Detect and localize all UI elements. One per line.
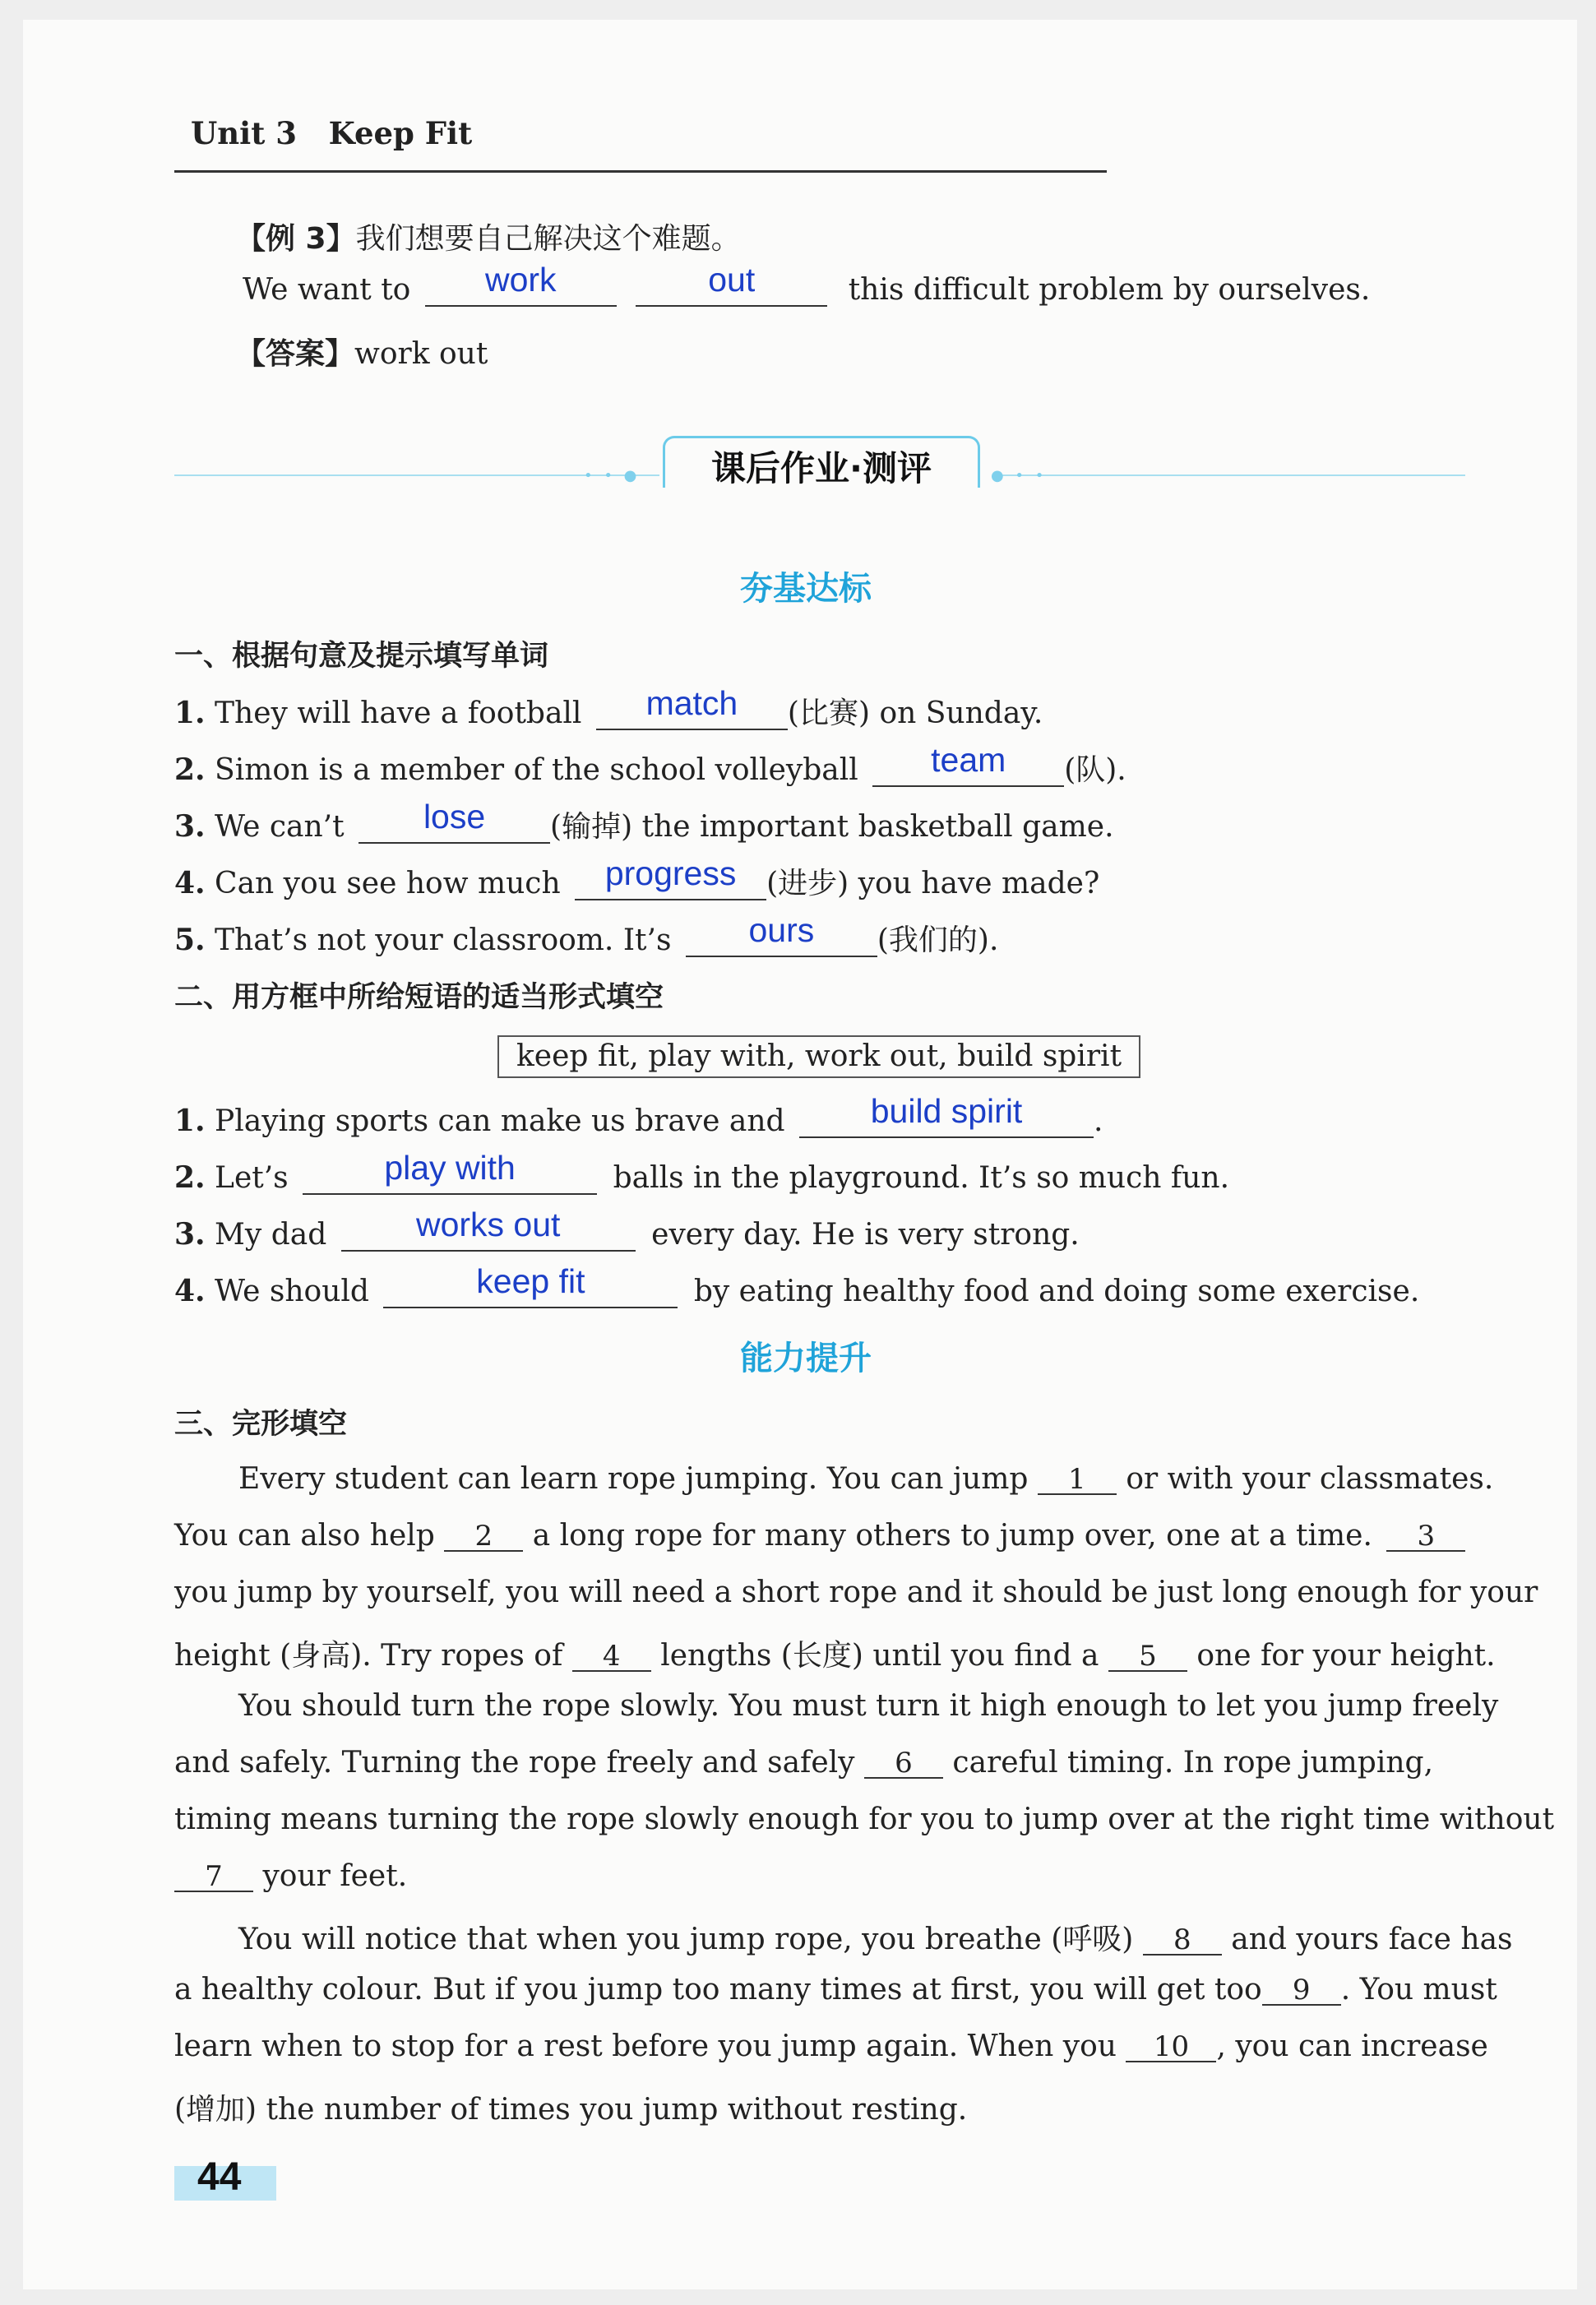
unit-header: [191, 115, 472, 151]
cloze-blank-5[interactable]: 5: [1108, 1642, 1187, 1672]
part1-item-5: [174, 911, 999, 959]
cloze-text: timing means turning the rope slowly enough for you to jump over at the right time without: [174, 1803, 1555, 1836]
cloze-text: . You must: [1340, 1973, 1497, 2006]
item-number: 2.: [174, 1160, 206, 1195]
item-before: We can’t: [215, 810, 345, 844]
part2-blank-4[interactable]: [383, 1262, 678, 1308]
cloze-text: one for your height.: [1196, 1639, 1496, 1673]
cloze-text: learn when to stop for a rest before you jump again. When you: [174, 2030, 1117, 2063]
item-before: They will have a football: [215, 697, 582, 730]
part1-blank-3[interactable]: [359, 798, 550, 844]
banner-title: 课后作业·测评: [711, 448, 932, 488]
cloze-text: height (身高). Try ropes of: [174, 1639, 563, 1673]
item-after: every day. He is very strong.: [651, 1218, 1080, 1252]
cloze-line-8: [174, 1859, 407, 1893]
item-number: 1.: [174, 696, 206, 730]
page-number: 44: [197, 2155, 242, 2199]
answer-label: 【答案】: [236, 337, 355, 371]
item-after: (队).: [1064, 753, 1126, 787]
cloze-text: and safely. Turning the rope freely and safely: [174, 1746, 855, 1780]
example-answer-1: work: [484, 261, 557, 299]
item-before: Let’s: [215, 1161, 289, 1195]
part1-answer-3: lose: [423, 798, 486, 835]
part2-answer-1: build spirit: [870, 1092, 1023, 1130]
example-sentence: 我们想要自己解决这个难题。: [355, 222, 741, 256]
item-before: Can you see how much: [215, 867, 561, 900]
cloze-text: (增加) the number of times you jump without resting.: [174, 2093, 968, 2127]
example-blank-2[interactable]: [636, 261, 827, 307]
cloze-line-3: [174, 1576, 1538, 1609]
cloze-text: lengths (长度) until you find a: [660, 1639, 1099, 1673]
banner-dots-right: ● • •: [991, 467, 1048, 484]
cloze-blank-6[interactable]: 6: [864, 1749, 943, 1779]
cloze-line-7: [174, 1803, 1554, 1836]
item-number: 5.: [174, 923, 206, 957]
part2-heading: 二、用方框中所给短语的适当形式填空: [174, 981, 664, 1014]
part2-answer-3: works out: [415, 1206, 561, 1243]
part1-blank-1[interactable]: [596, 684, 788, 730]
item-before: Playing sports can make us brave and: [215, 1104, 785, 1138]
banner-line-right: [995, 474, 1465, 476]
cloze-line-4: [174, 1632, 1496, 1674]
part1-item-3: [174, 798, 1114, 845]
part2-answer-2: play with: [384, 1149, 516, 1187]
cloze-text: You will notice that when you jump rope, you breathe (呼吸): [238, 1923, 1134, 1956]
example-chinese: [236, 215, 741, 257]
example-label: 【例 3】: [236, 222, 356, 256]
item-number: 2.: [174, 752, 206, 787]
item-number: 1.: [174, 1104, 206, 1138]
part1-heading: 一、根据句意及提示填写单词: [174, 640, 549, 673]
cloze-blank-3[interactable]: 3: [1386, 1522, 1465, 1552]
part1-answer-5: ours: [748, 911, 815, 949]
cloze-text: you jump by yourself, you will need a short rope and it should be just long enough for your: [174, 1576, 1538, 1609]
cloze-line-9: [238, 1916, 1513, 1958]
item-number: 3.: [174, 1217, 206, 1252]
part2-blank-1[interactable]: [799, 1092, 1094, 1138]
item-number: 4.: [174, 866, 206, 900]
cloze-text: or with your classmates.: [1126, 1462, 1494, 1496]
item-before: Simon is a member of the school volleyball: [215, 753, 858, 787]
cloze-text: a long rope for many others to jump over, one at a time.: [532, 1519, 1372, 1553]
cloze-text: careful timing. In rope jumping,: [952, 1746, 1434, 1780]
item-after: (输掉) the important basketball game.: [550, 810, 1114, 844]
cloze-blank-2[interactable]: 2: [444, 1522, 523, 1552]
item-before: That’s not your classroom. It’s: [215, 923, 672, 957]
cloze-blank-1[interactable]: 1: [1038, 1465, 1117, 1495]
part2-blank-2[interactable]: [303, 1149, 597, 1195]
cloze-blank-9[interactable]: 9: [1262, 1976, 1341, 2006]
item-before: We should: [215, 1275, 369, 1308]
cloze-text: and yours face has: [1231, 1923, 1513, 1956]
cloze-line-2: [174, 1519, 1465, 1553]
item-after: (进步) you have made?: [766, 867, 1100, 900]
cloze-blank-8[interactable]: 8: [1143, 1926, 1222, 1956]
example-answer-2: out: [708, 261, 756, 299]
cloze-line-5: [238, 1689, 1498, 1723]
cloze-line-6: [174, 1746, 1433, 1780]
example-prefix: We want to: [243, 273, 411, 307]
example-blank-1[interactable]: [425, 261, 617, 307]
example-answer-row: [236, 331, 488, 373]
header-rule: [174, 170, 1107, 173]
part2-blank-3[interactable]: [341, 1206, 636, 1252]
example-english: [243, 261, 1371, 307]
part3-heading: 三、完形填空: [174, 1408, 348, 1441]
section-title-1: 夯基达标: [740, 570, 872, 608]
part1-item-4: [174, 854, 1100, 902]
item-after: balls in the playground. It’s so much fun.: [613, 1161, 1230, 1195]
cloze-blank-7[interactable]: 7: [174, 1863, 253, 1892]
item-number: 4.: [174, 1274, 206, 1308]
part1-answer-4: progress: [604, 854, 737, 892]
cloze-text: your feet.: [262, 1859, 408, 1893]
part1-blank-5[interactable]: [686, 911, 877, 957]
cloze-text: You should turn the rope slowly. You must turn it high enough to let you jump freely: [238, 1689, 1499, 1723]
part2-answer-4: keep fit: [476, 1262, 585, 1300]
cloze-line-12: [174, 2086, 967, 2128]
unit-title: Keep Fit: [328, 115, 473, 151]
section-title-2: 能力提升: [740, 1340, 872, 1377]
item-number: 3.: [174, 809, 206, 844]
phrase-box: keep fit, play with, work out, build spirit: [497, 1035, 1140, 1078]
cloze-line-11: [174, 2030, 1488, 2063]
part1-blank-4[interactable]: [575, 854, 766, 900]
part1-item-1: [174, 684, 1043, 732]
part2-item-1: [174, 1092, 1103, 1138]
part1-answer-1: match: [645, 684, 738, 722]
cloze-text: , you can increase: [1216, 2030, 1488, 2063]
part2-item-2: [174, 1149, 1230, 1195]
item-after: by eating healthy food and doing some exercise.: [693, 1275, 1420, 1308]
cloze-line-1: [238, 1462, 1493, 1496]
part1-item-2: [174, 741, 1126, 789]
part1-answer-2: team: [931, 741, 1006, 779]
item-after: (我们的).: [877, 923, 999, 957]
cloze-blank-10[interactable]: 10: [1126, 2033, 1216, 2062]
item-after: .: [1094, 1104, 1103, 1138]
item-before: My dad: [215, 1218, 327, 1252]
cloze-text: You can also help: [174, 1519, 435, 1553]
banner-dots-left: • • ●: [584, 467, 641, 484]
answer-text: work out: [354, 337, 488, 371]
example-suffix: this difficult problem by ourselves.: [848, 273, 1371, 307]
cloze-blank-4[interactable]: 4: [572, 1642, 651, 1672]
part1-blank-2[interactable]: [872, 741, 1064, 787]
unit-label: Unit 3: [191, 115, 297, 151]
cloze-line-10: [174, 1973, 1497, 2006]
part2-item-3: [174, 1206, 1080, 1252]
cloze-text: a healthy colour. But if you jump too many times at first, you will get too: [174, 1973, 1262, 2006]
cloze-text: Every student can learn rope jumping. You can jump: [238, 1462, 1029, 1496]
item-after: (比赛) on Sunday.: [787, 697, 1043, 730]
part2-item-4: [174, 1262, 1420, 1308]
